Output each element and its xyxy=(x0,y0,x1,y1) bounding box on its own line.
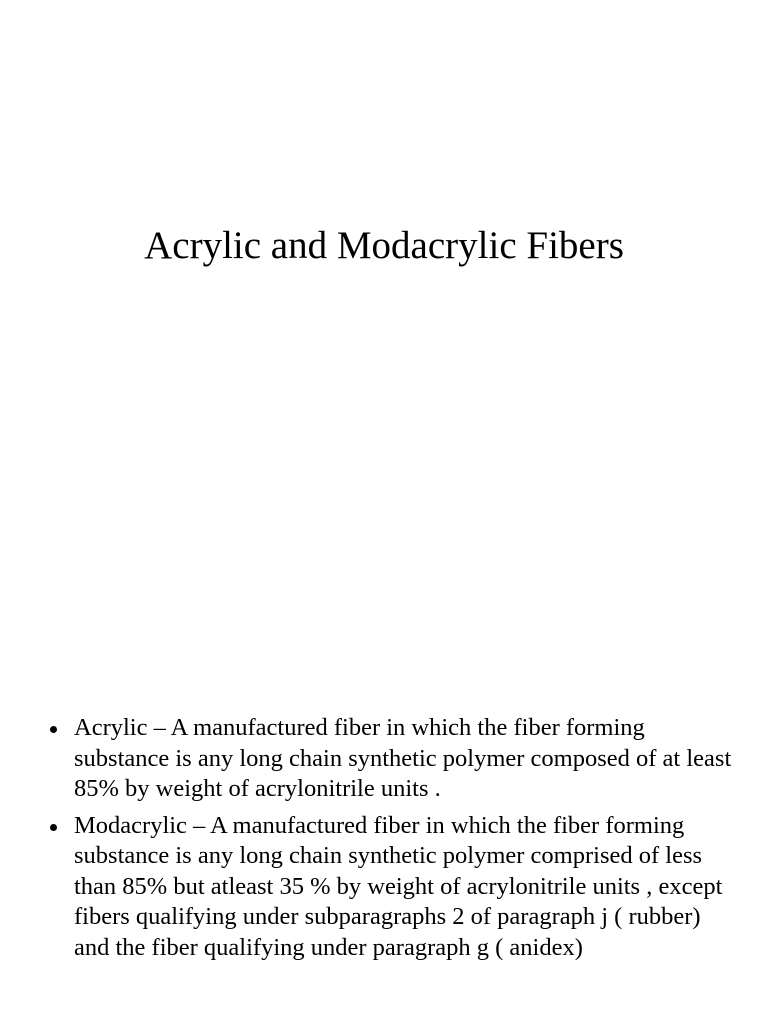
bullet-dot-icon xyxy=(50,726,57,733)
bullet-item-acrylic xyxy=(44,713,734,805)
slide-title: Acrylic and Modacrylic Fibers xyxy=(144,224,624,267)
bullet-list xyxy=(44,713,734,969)
bullet-text: Modacrylic – A manufactured fiber in which the fiber forming substance is any long chain synthetic polymer comprised of less than 85% but atleast 35 % by weight of acrylonitrile units , except fibers qualifying under subparagraphs 2 of paragraph j ( rubber) and the fiber qualifying under paragraph g ( anidex) xyxy=(74,811,723,961)
bullet-dot-icon xyxy=(50,824,57,831)
bullet-item-modacrylic xyxy=(44,811,734,964)
bullet-text: Acrylic – A manufactured fiber in which the fiber forming substance is any long chain synthetic polymer composed of at least 85% by weight of acrylonitrile units . xyxy=(74,714,732,802)
